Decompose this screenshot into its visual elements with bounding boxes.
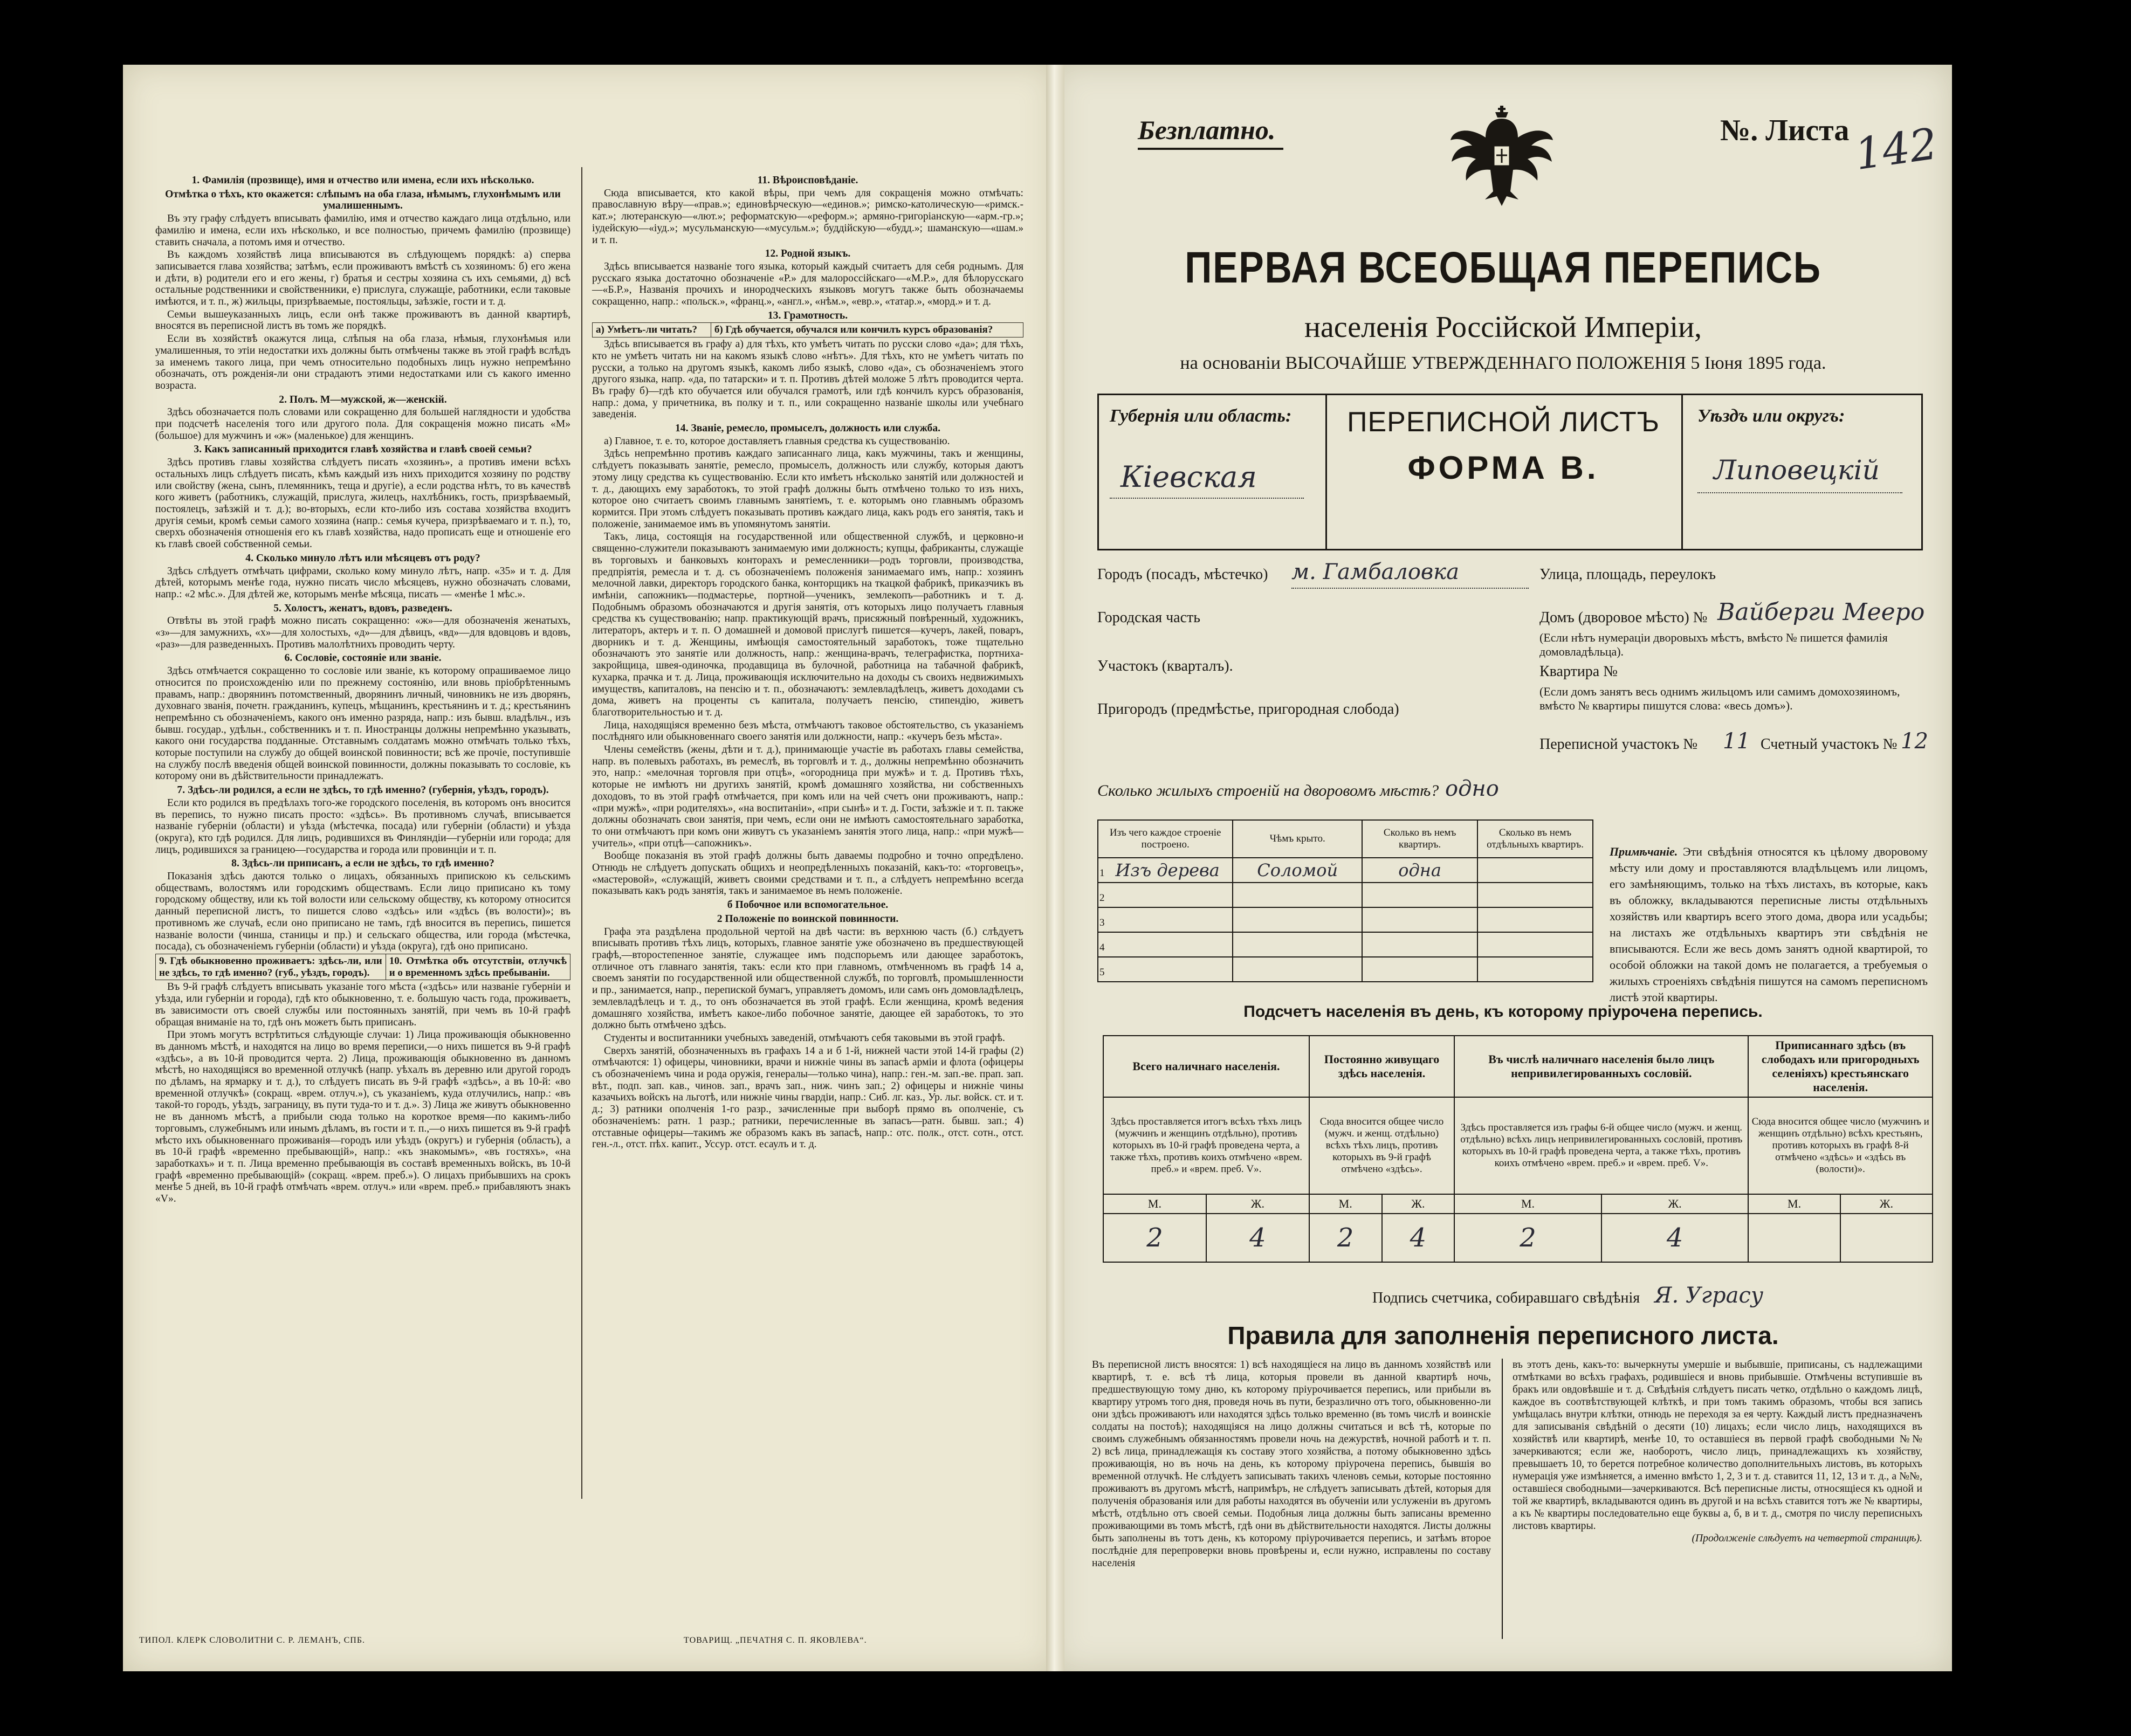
male-subheader: М. xyxy=(1454,1194,1601,1214)
buildings-cell xyxy=(1362,932,1477,957)
rules-divider xyxy=(1502,1359,1503,1639)
page-fold xyxy=(1046,65,1064,1671)
rules-column-1: Въ переписной листъ вносятся: 1) всѣ находящіеся на лицо въ данномъ хозяйствѣ или квартирѣ, т. е. всѣ тѣ лица, которыя провели въ данной квартирѣ ночь, предшествующую тому дню, къ которому пріурочивается перепись, или прибыли въ квартиру утромъ того дня, проведя ночь въ пути, безразлично отъ того, обыкновенно-ли они здѣсь проживаютъ или находятся здѣсь только временно (въ томъ числѣ и воинскіе солдаты на постоѣ); находящіяся на лицо должны считаться и всѣ тѣ, которые по своимъ служебнымъ обязанностямъ провели ночь на дежурствѣ, ночной работѣ и т. п. 2) всѣ лица, принадлежащія къ составу этого хозяйства, а потому обыкновенно здѣсь проживающія, но въ ночь на день, къ которому пріурочена перепись, бывшія во временной отлучкѣ. Не слѣдуетъ записывать такихъ членовъ семьи, которые постоянно проживаютъ въ другомъ мѣстѣ, напримѣръ, не слѣдуетъ записывать дѣтей, которыя для полученія образованія или для работы находятся въ обученіи или услуженіи въ другомъ мѣстѣ, отдѣльно отъ своей семьи. Подобныя лица должны быть записаны временно проживающими въ томъ мѣстѣ, гдѣ они въ дѣйствительности находятся. Листы должны быть заполнены въ тотъ день, къ которому пріурочивается перепись, и затѣмъ второе послѣдніе для перепроверки вновь провѣрены и, если нужно, исправлены по составу населенія xyxy=(1092,1359,1491,1569)
instructions-paragraph: Студенты и воспитанники учебныхъ заведеній, отмѣчаютъ себя таковыми въ этой графѣ. xyxy=(604,1032,1005,1044)
free-of-charge-label: Безплатно. xyxy=(1138,114,1283,150)
sheet-number-handwritten: 142 xyxy=(1852,118,1941,180)
census-legal-basis: на основаніи ВЫСОЧАЙШЕ УТВЕРЖДЕННАГО ПОЛОЖЕНІЯ 5 Іюня 1895 года. xyxy=(1180,353,1826,373)
instructions-paragraph: Вообще показанія въ этой графѣ должны быть даваемы подробно и точно опредѣлено. Отнюдь не слѣдуетъ допускать общихъ и неопредѣленныхъ показаній, какъ-то: «торговецъ», «мастеровой», «служащій, живетъ своими средствами и т. п., а слѣдуетъ непремѣнно всегда показывать какъ родъ занятія, такъ и занимаемое въ немъ положеніе. xyxy=(592,850,1023,897)
instructions-paragraph: Въ 9-й графѣ слѣдуетъ вписывать указаніе того мѣста («здѣсь» или названіе губерніи и уѣзда, или губерніи и города), гдѣ кто обыкновенно, т. е. большую часть года, проживаетъ, въ зависимости отъ своей службы или постоянныхъ занятій, при чемъ въ 10-й графѣ обращая вниманіе на то, гдѣ онъ можетъ быть приписанъ. xyxy=(155,981,570,1028)
gubernia-underline xyxy=(1110,498,1304,499)
instructions-paragraph: Отвѣты въ этой графѣ можно писать сокращенно: «ж»—для обозначенія женатыхъ, «з»—для замужнихъ, «х»—для холостыхъ, «д»—для дѣвицъ, «вд»—для вдовцовъ и вдовъ, «раз»—для разведенныхъ. Противъ малолѣтнихъ проводить черту. xyxy=(155,615,570,650)
population-count-value xyxy=(1840,1214,1933,1262)
quarter-label: Участокъ (кварталъ). xyxy=(1097,658,1233,674)
census-area-value: 11 xyxy=(1723,729,1750,754)
imperial-eagle-emblem xyxy=(1448,102,1556,221)
buildings-row-number: 1 xyxy=(1099,867,1105,879)
right-page-census-form xyxy=(1054,65,1952,1671)
population-column-header: Постоянно живущаго здѣсь населенія. xyxy=(1309,1036,1454,1097)
rules-column-2-text: въ этотъ день, какъ-то: вычеркнуты умершіе и выбывшіе, приписаны, съ надлежащими отмѣтками во всѣхъ графахъ, родившіеся и вновь прибывшіе. Отмѣчены вступившіе въ бракъ или овдовѣвшіе и т. д. Свѣдѣнія слѣдуетъ писать четко, отдѣльно о каждомъ лицѣ, каждое въ соотвѣтствующей клѣткѣ, и при томъ такимъ образомъ, чтобы вся запись умѣщалась внутри клѣтки, отнюдь не переходя за ея черту. Каждый листъ предназначенъ для записыванія свѣдѣній о десяти (10) лицахъ; если число лицъ, находящихся въ хозяйствѣ или квартирѣ, менѣе 10, то оставшіеся въ первой графѣ свободными №№ зачеркиваются; если же, наоборотъ, число лицъ, принадлежащихъ къ хозяйству, превышаетъ 10, то берется потребное количество дополнительныхъ листовъ, въ которыхъ нумерація уже измѣняется, а именно вмѣсто 1, 2, 3 и т. д. ставится 11, 12, 13 и т. д., а №№, оставшіеся свободными—зачеркиваются. Всѣ переписные листы, относящіеся къ одной и той же квартирѣ, вкладываются одинъ въ другой и на всѣхъ ставится тотъ же № квартиры, а къ № квартиры последовательно еще буквы а, б, в и т. д., смотря по числу переписныхъ листовъ квартиры. xyxy=(1513,1359,1922,1532)
instructions-paragraph: Въ эту графу слѣдуетъ вписывать фамилію, имя и отчество каждаго лица отдѣльно, или фамилію и имена, если ихъ нѣсколько, и все полностью, причемъ фамилію (прозвище) ставить сначала, а потомъ имя и отчество. xyxy=(155,213,570,248)
sheet-number-label: №. Листа xyxy=(1720,114,1850,147)
population-count-value: 4 xyxy=(1382,1214,1455,1262)
instructions-paragraph: Здѣсь отмѣчается сокращенно то сословіе или званіе, къ которому опрашиваемое лицо относится по происхожденію или по прежнему состоянію, или вновь пріобрѣтеннымъ правамъ, напр.: дворянинъ потомственный, дворянинъ личный, чиновникъ не изъ дворянъ, духовнаго званія, почетн. гражданинъ, купецъ, мѣщанинъ, крестьянинъ и т. д.; крестьянинъ непремѣнно съ обозначеніемъ, какого онъ именно разряда, напр.: изъ бывш. владѣльч., изъ бывш. государ., удѣльн., собственникъ и т. п. Иностранцы должны непремѣнно указывать, какого они государства подданные. Отставнымъ солдатамъ можно отмѣчать только тѣхъ, которые поступили на службу до общей воинской повинности; всѣ же прочіе, поступившіе на службу послѣ введенія общей воинской повинности, должны показывать то сословіе, къ которому они въ дѣйствительности принадлежатъ. xyxy=(155,665,570,782)
remark-block xyxy=(1610,844,1928,1005)
buildings-cell xyxy=(1477,907,1593,932)
buildings-cell xyxy=(1477,883,1593,907)
population-count-value xyxy=(1748,1214,1840,1262)
house-label: Домъ (дворовое мѣсто) № xyxy=(1539,609,1708,626)
buildings-cell xyxy=(1477,957,1593,982)
buildings-material-cell xyxy=(1098,907,1233,932)
instructions-heading: 11. Вѣроисповѣданіе. xyxy=(757,175,858,186)
instructions-heading: 6. Сословіе, состояніе или званіе. xyxy=(284,652,442,664)
column-divider xyxy=(581,167,582,1499)
form-title: ПЕРЕПИСНОЙ ЛИСТЪ xyxy=(1347,407,1660,438)
instructions-paragraph: Здѣсь слѣдуетъ отмѣчать цифрами, сколько кому минуло лѣтъ, напр. «35» и т. д. Для дѣтей, которымъ менѣе года, нужно писать число мѣсяцевъ, нужно обозначать словами, напр.: «2 мѣс.». Для дѣтей же, которымъ менѣе мѣсяца, писать — «менѣе 1 мѣс.». xyxy=(155,565,570,600)
buildings-header-apartments: Сколько въ немъ квартиръ. xyxy=(1362,820,1477,858)
city-underline xyxy=(1291,588,1529,589)
buildings-material-cell xyxy=(1098,858,1233,883)
buildings-cell xyxy=(1233,932,1362,957)
population-column-header: Всего наличнаго населенія. xyxy=(1103,1036,1309,1097)
population-count-value: 4 xyxy=(1206,1214,1309,1262)
buildings-row-number: 3 xyxy=(1099,917,1105,928)
buildings-cell: одна xyxy=(1362,858,1477,883)
population-count-value: 2 xyxy=(1309,1214,1382,1262)
population-count-value: 4 xyxy=(1601,1214,1749,1262)
buildings-header-material: Изъ чего каждое строеніе построено. xyxy=(1098,820,1233,858)
instructions-heading: 7. Здѣсь-ли родился, а если не здѣсь, то гдѣ именно? (губернія, уѣздъ, городъ). xyxy=(177,784,549,796)
instructions-subtable-cell: 10. Отмѣтка объ отсутствіи, отлучкѣ и о временномъ здѣсь пребываніи. xyxy=(386,954,570,980)
female-subheader: Ж. xyxy=(1601,1194,1749,1214)
instructions-paragraph: Если въ хозяйствѣ окажутся лица, слѣпыя на оба глаза, нѣмыя, глухонѣмыя или умалишенныя, то этіи недостатки ихъ должны быть отмѣчены также въ этой графѣ вслѣдъ за именемъ такого лица, при чемъ относительно подобныхъ лицъ нужно непремѣнно обозначать, отъ рожденія-ли они страдаютъ этими недостатками или съ какого именно возраста. xyxy=(155,333,570,391)
population-count-heading: Подсчетъ населенія въ день, къ которому пріурочена перепись. xyxy=(1243,1003,1763,1021)
female-subheader: Ж. xyxy=(1840,1194,1933,1214)
uezd-value: Липовецкій xyxy=(1714,454,1880,486)
buildings-row xyxy=(1098,883,1593,907)
buildings-cell xyxy=(1233,957,1362,982)
population-count-table xyxy=(1103,1035,1933,1263)
uezd-underline xyxy=(1697,492,1902,493)
male-subheader: М. xyxy=(1748,1194,1840,1214)
buildings-material-value: Изъ дерева xyxy=(1115,860,1220,880)
gubernia-value: Кіевская xyxy=(1121,460,1257,494)
left-page-instructions xyxy=(123,65,1054,1671)
population-count-value: 2 xyxy=(1103,1214,1206,1262)
buildings-cell xyxy=(1233,883,1362,907)
buildings-cell xyxy=(1362,957,1477,982)
rules-continuation: (Продолженіе слѣдуетъ на четвертой страницѣ). xyxy=(1692,1533,1922,1544)
instructions-heading: 3. Какъ записанный приходится главѣ хозяйства и главѣ своей семьи? xyxy=(194,444,532,456)
buildings-material-cell xyxy=(1098,932,1233,957)
instructions-paragraph: Сверхъ занятій, обозначенныхъ въ графахъ 14 а и б 1-й, нижней части этой 14-й графы (2) отмѣчаются: 1) офицеры, чиновники, врачи и нижніе чины въ запасѣ арміи и флота (офицеры съ обозначеніемъ чина и рода оружія, генералы—только чина), напр.: ген.-м. зап.-ве. прап. зап. вѣт., подп. зап. кав., чинов. зап., врачъ зап., ниж. чинъ зап.; 2) офицеры и нижніе чины казачьихъ войскъ на льготѣ, или нижніе чины гвардіи, напр.: Сиб. лг. каз., Ур. льг. войск. ст. и т. д.; 3) ратники ополченія 1-го разр., зачисленные при выборѣ прямо въ ополченіе, съ обозначеніемъ: ратн. 1 разр.; ратники, перечисленные въ запасъ—ратн. бывш. зап.; 4) отставные офицеры—такимъ же образомъ какъ въ запасѣ, напр.: отс. полк., отст. сотн., отст. ген.-л., отст. пѣх. капит., Уссур. отст. есаулъ и т. д. xyxy=(592,1045,1023,1151)
remark-text: Эти свѣдѣнія относятся къ цѣлому дворовому мѣсту или дому и проставляются владѣльцемъ или лицомъ, его замѣняющимъ, только на тѣхъ листахъ, въ которые, какъ въ обложку, вкладываются переписные листы отдѣльныхъ хозяйствъ или квартиръ всего этого дома, двора или усадьбы; на листахъ же отдѣльныхъ квартиръ эти свѣдѣнія не вписываются. Если же весь домъ занятъ одной квартирой, то особой обложки на такой домъ не полагается, а требуемыя о жилыхъ строеніяхъ свѣдѣнія пишутся на самомъ переписномъ листѣ этой квартиры. xyxy=(1610,845,1928,1004)
female-subheader: Ж. xyxy=(1382,1194,1455,1214)
instructions-heading: 14. Званіе, ремесло, промыселъ, должность или служба. xyxy=(675,423,941,435)
buildings-material-cell xyxy=(1098,957,1233,982)
suburb-label: Пригородъ (предмѣстье, пригородная слобода) xyxy=(1097,701,1399,718)
census-area-label: Переписной участокъ № xyxy=(1539,736,1698,753)
buildings-cell xyxy=(1477,932,1593,957)
uezd-cell xyxy=(1681,395,1921,549)
buildings-cell: Соломой xyxy=(1233,858,1362,883)
instructions-subtable xyxy=(592,322,1023,337)
population-column-header: Въ числѣ наличнаго населенія было лицъ непривилегированныхъ сословій. xyxy=(1454,1036,1748,1097)
instructions-heading: 2. Полъ. М—мужской, ж—женскій. xyxy=(279,394,447,405)
apartment-note: (Если домъ занятъ весь однимъ жильцомъ или самимъ домохозяиномъ, вмѣсто № квартиры пишутся слова: «весь домъ»). xyxy=(1539,685,1900,712)
house-note: (Если нѣтъ нумераціи дворовыхъ мѣстъ, вмѣсто № пишется фамилія домовладѣльца). xyxy=(1539,631,1888,658)
gubernia-cell xyxy=(1099,395,1327,549)
street-label: Улица, площадь, переулокъ xyxy=(1539,566,1716,583)
instructions-paragraph: Здѣсь вписывается въ графу а) для тѣхъ, кто умѣетъ читать по русски слово «да»; для тѣхъ, кто не умѣетъ читать ни на какомъ языкѣ слово «нѣтъ». Для тѣхъ, кто не умѣетъ читать по русски, а только на другомъ языкѣ, какомъ либо языкѣ, слово «да», съ обозначеніемъ этого другого языка, напр. «да, по татарски» и т. п. Противъ дѣтей моложе 5 лѣтъ проводится черта. Въ графу б)—гдѣ кто обучается или обучался грамотѣ, или гдѣ кончилъ курсъ образованія, напр.: дома, у причетника, въ полку и т. п., или сокращенно названіе школы или учебнаго заведенія. xyxy=(592,339,1023,421)
buildings-row xyxy=(1098,957,1593,982)
gubernia-label: Губернія или область: xyxy=(1110,406,1292,426)
population-column-note: Здѣсь проставляется изъ графы 6-й общее число (мужч. и женщ. отдѣльно) всѣхъ лицъ непривилегированныхъ сословій, противъ которыхъ въ 10-й графѣ проведена черта, а также тѣхъ, противъ коихъ отмѣчено «врем. преб.» и «врем. преб. V». xyxy=(1454,1097,1748,1194)
instructions-subtable-cell: 9. Гдѣ обыкновенно проживаетъ: здѣсь-ли, или не здѣсь, то гдѣ именно? (губ., уѣздъ, городъ). xyxy=(156,954,386,980)
rules-title: Правила для заполненія переписного листа. xyxy=(1227,1321,1779,1349)
population-column-header: Приписаннаго здѣсь (въ слободахъ или пригородныхъ селеніяхъ) крестьянскаго населенія. xyxy=(1748,1036,1933,1097)
form-b-label: ФОРМА В. xyxy=(1407,450,1599,486)
instructions-heading: 13. Грамотность. xyxy=(767,309,848,321)
male-subheader: М. xyxy=(1309,1194,1382,1214)
buildings-cell xyxy=(1477,858,1593,883)
buildings-row xyxy=(1098,858,1593,883)
buildings-table xyxy=(1097,819,1593,982)
buildings-header-roof: Чѣмъ крыто. xyxy=(1233,820,1362,858)
instructions-heading: 5. Холостъ, женатъ, вдовъ, разведенъ. xyxy=(273,602,452,614)
instructions-subtable-cell: а) Умѣетъ-ли читать? xyxy=(593,323,711,337)
count-area-label: Счетный участокъ № xyxy=(1761,736,1898,753)
instructions-heading: 12. Родной языкъ. xyxy=(765,248,851,260)
printer-imprint-left: ТИПОЛ. КЛЕРК СЛОВОЛИТНИ С. Р. ЛЕМАНЪ, СПБ. xyxy=(139,1636,365,1645)
buildings-cell xyxy=(1362,883,1477,907)
instructions-paragraph: Въ каждомъ хозяйствѣ лица вписываются въ слѣдующемъ порядкѣ: а) сперва записывается глава хозяйства; затѣмъ, если проживаютъ вмѣстѣ съ хозяиномъ: б) его жена и дѣти, в) родители его и его жены, г) братья и сестры хозяина съ ихъ семьями, д) всѣ остальные родственники и свойственники, е) прислуга, служащіе, работники, если таковые имѣются, и т. п., ж) жильцы, призрѣваемые, постояльцы, заѣзжіе, гости и т. д. xyxy=(155,249,570,308)
buildings-cell xyxy=(1362,907,1477,932)
population-column-note: Здѣсь проставляется итогъ всѣхъ тѣхъ лицъ (мужчинъ и женщинъ отдѣльно), противъ которыхъ въ 10-й графѣ проведена черта, а также тѣхъ, противъ коихъ отмѣчено «врем. преб.» и «врем. преб. V». xyxy=(1103,1097,1309,1194)
instructions-paragraph: Здѣсь вписывается названіе того языка, который каждый считаетъ для себя роднымъ. Для русскаго языка достаточно обозначеніе «Р.» для малороссійскаго—«М.Р.», для бѣлорусскаго—«Б.Р.», Названія прочихъ и инородческихъ языковъ могутъ также быть обозначаемы сокращенно, напр.: «польск.», «франц.», «англ.», «нѣм.», «евр.», «татар.», «морд.» и т. д. xyxy=(592,260,1023,308)
instructions-subtable-cell: б) Гдѣ обучается, обучался или кончилъ курсъ образованія? xyxy=(711,323,1023,337)
instructions-paragraph: Показанія здѣсь даются только о лицахъ, обязанныхъ припискою къ сельскимъ обществамъ, волостямъ или городскимъ обществамъ. Если лицо приписано къ тому городскому обществу, или къ той волости или сельскому обществу, къ которому относится данный переписной листъ, то пишется слово «здѣсь» или «здѣсь (въ волости)»; въ противномъ же случаѣ, если оно приписано не тамъ, гдѣ вносится въ перепись, пишется названіе волости (чинша, станицы и пр.) и сельскаго общества, или города (мѣстечка, посада), съ обозначеніемъ губерніи (области) и уѣзда (округа), гдѣ оно приписано. xyxy=(155,871,570,953)
instructions-heading: б Побочное или вспомогательное. xyxy=(727,899,889,911)
population-count-value: 2 xyxy=(1454,1214,1601,1262)
buildings-question: Сколько жилыхъ строеній на дворовомъ мѣстѣ? xyxy=(1097,782,1439,800)
instructions-paragraph: Здѣсь обозначается полъ словами или сокращенно для большей наглядности и удобства при подсчетѣ населенія того или другого пола. Для сокращенія можно писать «М» (большое) для мужчинъ и «ж» (маленькое) для женщинъ. xyxy=(155,407,570,442)
signature-value: Я. Уграсу xyxy=(1654,1283,1764,1308)
buildings-cell xyxy=(1233,907,1362,932)
apartment-label: Квартира № xyxy=(1539,663,1618,680)
instructions-heading: 2 Положеніе по воинской повинности. xyxy=(717,913,899,925)
instructions-paragraph: При этомъ могутъ встрѣтиться слѣдующіе случаи: 1) Лица проживающія обыкновенно въ данномъ мѣстѣ, и находятся на лицо во время переписи,—о нихъ пишется въ 9-й графѣ «здѣсь», а въ 10-й проводится черта. 2) Лица, проживающія обыкновенно въ данномъ мѣстѣ, но находящіяся во временной отлучкѣ (напр. уѣхалъ въ деревню или другой городъ по дѣламъ, на ярмарку и т. д.), то слѣдуетъ писать въ 9-й графѣ «здѣсь», а въ 10-й: «во временной отлучкѣ» (сокращ. «врем. отлуч.»), съ указаніемъ, куда отлучились, напр.: «въ такой-то городъ, уѣздъ, заграницу, въ пути туда-то и т. д.». 3) Лица же живутъ обыкновенно не въ данномъ мѣстѣ, а прибыли сюда только на короткое время—по какимъ-либо торговымъ, служебнымъ или инымъ дѣламъ, въ гости и т. п.,—о нихъ пишется въ 9-й графѣ мѣсто ихъ обыкновеннаго проживанія—городъ или уѣздъ (округъ) и губернія (область), а въ 10-й графѣ «временно пребывающій», напр.: «къ знакомымъ», «въ гостяхъ», «на заработкахъ» и т. п. Лица временно пребывающія въ составѣ временныхъ войскъ, въ 10-й графѣ «временно пребывающій» (сокращ. «врем. преб.»). О лицахъ прибывшихъ на срокъ менѣе 5 дней, въ 10-й графѣ отмѣчать «врем. отлуч.» или «врем. преб.» прибавляютъ знакъ «V». xyxy=(155,1029,570,1205)
instructions-heading: 1. Фамилія (прозвище), имя и отчество или имена, если ихъ нѣсколько. xyxy=(191,175,534,186)
instructions-column-2 xyxy=(592,173,1023,1152)
remark-label: Примѣчаніе. xyxy=(1610,845,1678,858)
uezd-label: Уѣздъ или округъ: xyxy=(1697,406,1845,426)
buildings-row-number: 4 xyxy=(1099,942,1105,953)
house-value: Вайберги Мееро xyxy=(1717,598,1925,626)
instructions-paragraph: Семьи вышеуказанныхъ лицъ, если онѣ также проживаютъ въ данной квартирѣ, вносятся въ переписной листъ въ томъ же порядкѣ. xyxy=(155,308,570,332)
instructions-paragraph: а) Главное, т. е. то, которое доставляетъ главныя средства къ существованію. xyxy=(604,435,950,447)
instructions-paragraph: Лица, находящіяся временно безъ мѣста, отмѣчаютъ таковое обстоятельство, съ указаніемъ послѣдняго или обыкновеннаго своего занятія или должности, напр.: «кучеръ безъ мѣста». xyxy=(592,719,1023,743)
female-subheader: Ж. xyxy=(1206,1194,1309,1214)
male-subheader: М. xyxy=(1103,1194,1206,1214)
buildings-header-separate: Сколько въ немъ отдѣльныхъ квартиръ. xyxy=(1477,820,1593,858)
instructions-paragraph: Такъ, лица, состоящія на государственной или общественной службѣ, и церковно-и священно-служители показываютъ занимаемую ими должность; купцы, фабриканты, служащіе въ торговыхъ и банковыхъ конторахъ и ремесленники—родъ торговли, производства, предпріятія, ремесла и т. д. съ обозначеніемъ положенія занимаемаго имъ, напр.: хозяинъ мелочной лавки, директоръ городского банка, конторщикъ на ткацкой фабрикѣ, приказчикъ въ имѣніи, сапожникъ—подмастерье, портной—ученикъ, землекопъ—работникъ и т. д. Подобнымъ образомъ обозначаются и другія занятія, отъ которыхъ лицо получаетъ главныя средства къ существованію; напр. практикующій врачъ, присяжный повѣренный, художникъ, литераторъ, актеръ и т. п. О домашней и домовой прислугѣ пишется—кучеръ, лакей, поваръ, дворникъ и т. д. Женщины, имѣющія самостоятельный заработокъ, тоже тщательно обозначаютъ это занятіе или должность, напр.: женщина-врачъ, телеграфистка, портниха-закройщица, швея-одиночка, продавщица въ булочной, работница на табачной фабрикѣ, кухарка, прачка и т. д. Лица, проживающія исключительно на доходы съ своихъ недвижимыхъ имуществъ, капиталовъ, на пенсію и т. п., обозначаютъ: землевладѣлецъ, живетъ доходами съ дома, живетъ на проценты съ капитала, получаетъ пенсію, стипендію, живетъ благотворительностью и т. д. xyxy=(592,531,1023,718)
population-column-note: Сюда вносится общее число (мужчинъ и женщинъ отдѣльно) всѣхъ крестьянъ, противъ которыхъ въ графѣ 8-й отмѣчено «здѣсь» и «здѣсь въ (волости)». xyxy=(1748,1097,1933,1194)
form-header-box xyxy=(1097,394,1923,550)
buildings-row xyxy=(1098,932,1593,957)
instructions-paragraph: Если кто родился въ предѣлахъ того-же городского поселенія, въ которомъ онъ вносится въ перепись, то нужно писать просто: «здѣсь». Въ противномъ случаѣ, вписывается названіе губерніи (области) и уѣзда (мѣстечка, посада) или губерніи (области) и уѣзда (округа), кто гдѣ родился. Для лицъ, родившихся въ Финляндіи—губерніи или города; для лицъ, родившихся за границею—государства и города или провинціи и т. п. xyxy=(155,797,570,856)
census-subtitle: населенія Россійской Имперіи, xyxy=(1304,311,1702,344)
buildings-row-number: 2 xyxy=(1099,892,1105,904)
buildings-row-number: 5 xyxy=(1099,967,1105,978)
instructions-heading: Отмѣтка о тѣхъ, кто окажется: слѣпымъ на оба глаза, нѣмымъ, глухонѣмымъ или умалишеннымъ. xyxy=(165,188,561,212)
instructions-subtable xyxy=(155,954,570,980)
city-value: м. Гамбаловка xyxy=(1291,560,1459,584)
buildings-row xyxy=(1098,907,1593,932)
instructions-paragraph: Сюда вписывается, кто какой вѣры, при чемъ для сокращенія можно отмѣчать: православную вѣру—«прав.»; единовѣрческую—«единов.»; римско-католическую—«римск.-кат.»; лютеранскую—«лют.»; реформатскую—«реформ.»; армяно-григоріанскую—«арм.-гр.»; іудейскую—«іуд.»; мусульманскую—«мусульм.»; буддійскую—«будд.»; шаманскую—«шам.» и т. п. xyxy=(592,187,1023,246)
instructions-paragraph: Здѣсь противъ главы хозяйства слѣдуетъ писать «хозяинъ», а противъ имени всѣхъ остальныхъ лицъ слѣдуетъ писать, кѣмъ каждый изъ нихъ приходится хозяину по родству или свойству (жена, сынъ, племянникъ, теща и другіе), а если родства нѣтъ, то въ качествѣ кого живетъ (работникъ, служащій, прислуга, жилецъ, нахлѣбникъ, гость, призрѣваемый, постоялецъ, заѣзжій и т. д.); во-вторыхъ, если кто-либо изъ состава хозяйства входитъ другія семьи, кромѣ семьи самого хозяина (напр.: семья кучера, призрѣваемаго и т. п.), то, сверхъ обозначенія отношенія его къ главѣ хозяйства, надо прописать еще и отношеніе его къ главѣ своей собственной семьи. xyxy=(155,457,570,550)
instructions-heading: 8. Здѣсь-ли приписанъ, а если не здѣсь, то гдѣ именно? xyxy=(231,858,494,870)
count-area-value: 12 xyxy=(1901,729,1928,754)
instructions-heading: 4. Сколько минуло лѣтъ или мѣсяцевъ отъ роду? xyxy=(245,552,480,564)
instructions-column-1 xyxy=(155,173,570,1206)
census-title: ПЕРВАЯ ВСЕОБЩАЯ ПЕРЕПИСЬ xyxy=(1185,243,1821,292)
signature-line xyxy=(1372,1283,1763,1308)
rules-column-2 xyxy=(1513,1359,1922,1545)
city-label: Городъ (посадъ, мѣстечко) xyxy=(1097,566,1268,583)
instructions-paragraph: Члены семействъ (жены, дѣти и т. д.), принимающіе участіе въ работахъ главы семейства, напр. въ полевыхъ работахъ, въ ремеслѣ, въ торговлѣ и т. д., должны непремѣнно обозначить это, напр.: «мелочная торговля при отцѣ», «огородница при мужѣ» и т. д. Противъ тѣхъ, которые не имѣютъ ни другихъ занятій, кромѣ домашняго хозяйства, ни собственныхъ доходовъ, то въ этой графѣ отмѣчается, при комъ или на чей счетъ они проживаютъ, напр.: «при мужѣ», «при родителяхъ», «на воспитаніи», «при сынѣ» и т. д. Гости, заѣзжіе и т. п. также должны обозначать свои занятія, при чемъ, если они не имѣютъ самостоятельнаго заработка, то они отмѣчаютъ при комъ они живутъ съ указаніемъ занятія этого лица, напр.: «при мужѣ—учитель», «при отцѣ—сапожникъ». xyxy=(592,744,1023,849)
buildings-value: одно xyxy=(1445,776,1499,801)
instructions-paragraph: Здѣсь непремѣнно противъ каждаго записаннаго лица, какъ мужчины, такъ и женщины, слѣдуетъ показывать занятіе, ремесло, промыселъ, должность или службу, которыя даютъ этому лицу средства къ существованію. Если кто имѣетъ нѣсколько занятій или должностей и т. д., дающихъ ему заработокъ, то этой графѣ должны быть отмѣчено только то изъ нихъ, которое оно считаетъ своимъ главнымъ занятіемъ, т. е. которымъ оно главнымъ образомъ кормится. При этомъ слѣдуетъ показывать противъ каждаго лица, какъ родъ его занятія, такъ и положеніе, занимаемое имъ въ упомянутомъ занятіи. xyxy=(592,448,1023,530)
signature-label: Подпись счетчика, собиравшаго свѣдѣнія xyxy=(1372,1290,1640,1306)
printer-imprint-right: ТОВАРИЩ. „ПЕЧАТНЯ С. П. ЯКОВЛЕВА“. xyxy=(684,1636,867,1645)
buildings-material-cell xyxy=(1098,883,1233,907)
population-column-note: Сюда вносится общее число (мужч. и женщ. отдѣльно) всѣхъ тѣхъ лицъ, противъ которыхъ въ 9-й графѣ отмѣчено «здѣсь». xyxy=(1309,1097,1454,1194)
form-title-cell xyxy=(1325,395,1683,549)
city-part-label: Городская часть xyxy=(1097,609,1201,626)
instructions-paragraph: Графа эта раздѣлена продольной чертой на двѣ части: въ верхнюю часть (б.) слѣдуетъ вписывать противъ тѣхъ лицъ, которыхъ, главное занятіе уже обозначено въ предшествующей графѣ,—второстепенное занятіе, служащее имъ подспорьемъ или дающее заработокъ, отличное отъ главнаго занятія, такъ: если кто при главномъ, отмѣченномъ въ графѣ 14 а, своемъ занятіи по государственной или общественной службѣ, по торговлѣ, промышленности и пр., занимается, напр., перепиской бумагъ, управляетъ домомъ, или самъ онъ домовладѣлецъ, землевладѣлецъ и т. д., то онъ обозначается въ этой графѣ. Если женщина, кромѣ ведения домашняго хозяйства, имѣетъ какое-либо побочное занятіе, дающее ей заработокъ, то это должно быть отмѣчено здѣсь. xyxy=(592,926,1023,1031)
